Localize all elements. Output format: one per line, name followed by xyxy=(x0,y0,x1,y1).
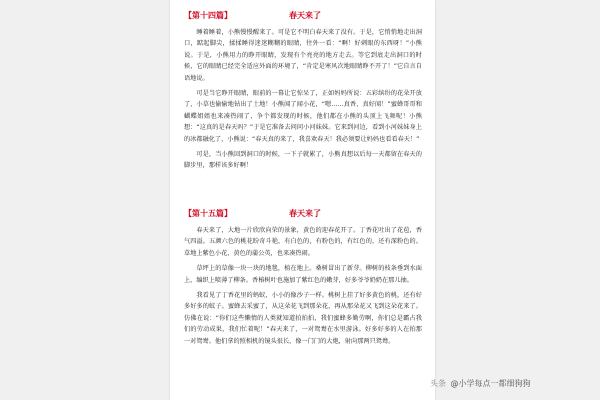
paragraph: 草坪上的草像一块一块的地毯，植在地上。桑树冒出了新芽。柳树的枝条垂到水面上，编织上喷薄了柳条。香椿树叶也施加了紫红色的嫩芽，好多爷爷奶奶在那儿抽。 xyxy=(184,265,422,284)
section-heading xyxy=(184,208,424,220)
paragraph: 睡着睡着，小熊慢慢醒来了。可是它不明白春天来了没有。于是，它悄悄地走出洞口，踮起脚尖，揉揉睡得迷迷糊糊的眼睛，往外一看：“啊！好刺眼的东西呀！”小熊说。于是，小熊用力的睁开眼睛，发现有个亮亮的地方走去。等它到底走出洞口的时候，它的眼睛已经完全适应外面的环境了，“肯定是寒风次地眼睛睁不开了！”它自言自语地说。 xyxy=(184,29,422,82)
watermark-logo: 头条 xyxy=(430,379,446,388)
paragraph: 春天来了，大地一片欣欣向荣的景象，黄色的迎春花开了。丁香花吐出了花苞，香气四溢。五颜六色的桃花盼奇斗艳，有白色的，有粉色的，有红色的，还有深粉色的。草地上紫色小花，黄色的蒲公英，也来凑热闹。 xyxy=(184,227,422,257)
chapter-label: 【第十四篇】 xyxy=(184,11,232,20)
watermark-text: @小学每点一都细狗狗 xyxy=(450,379,531,388)
section-heading xyxy=(184,10,424,22)
paragraph: 可是当它睁开眼睛，眼前的一幕让它惊呆了，正如妈妈所说：五彩缤纷的花朵开放了，小草也偷偷地钻出了土地！小熊闻了闻小花，“嗯……真香，真好闻！”蜜蜂哥哥和蝴蝶姐姐也来凑热闹了，争个都发现的时候，他们都在小熊的头顶上飞舞呢！小熊想：“这真的是春天吗？”于是它准备去问问小河妹妹。它来到河边，看到小河妹妹身上的冰都融化了，小熊说：“春天真的来了，我喜欢春天！我必须要让妈妈也看看春天！” xyxy=(184,90,422,143)
paragraph: 我看见了丁香花里的蚂蚁，小小的像沙子一样。桃树上挂了好多黄色的桃，还有好多好多的蚊子。蜜蜂去采蜜了，从这朵花飞到那朵花，再从那朵花又飞到这朵花来了。仿佛在说：“你们这些懒惰的人类就知道拍拍拍，我们蜜蜂多勤劳啊，你们总是霸占我们的劳动成果，我们忙着呢！”春天来了，一对鸳鸯在水里游泳。好多好多的人在拍那一对鸳鸯。他们拿的照相机的镜头很长，像一门门的大炮，射向那两只鸳鸯。 xyxy=(184,292,422,345)
document-page xyxy=(170,0,435,400)
section-body xyxy=(184,27,422,176)
section-title: 春天来了 xyxy=(289,209,321,218)
section-title: 春天来了 xyxy=(289,11,321,20)
paragraph: 可是，当小熊回到洞口的时候，一下子就累了，小熊真想以后每一天都留在春天的脚步里，那样该多好啊！ xyxy=(184,151,422,170)
chapter-label: 【第十五篇】 xyxy=(184,209,232,218)
section-body xyxy=(184,225,422,351)
watermark xyxy=(430,378,531,389)
